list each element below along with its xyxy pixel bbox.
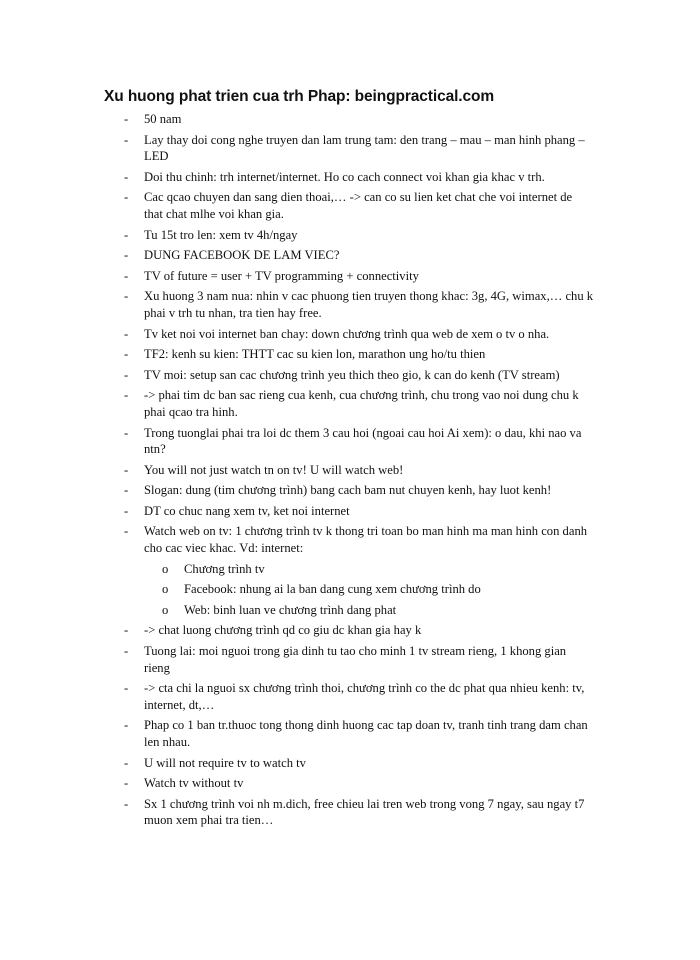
list-item <box>124 227 594 244</box>
list-item-text: Tv ket noi voi internet ban chay: down chương trình qua web de xem o tv o nha. <box>144 326 550 341</box>
list-item <box>124 247 594 264</box>
list-item <box>124 387 594 420</box>
bullet-list <box>124 111 594 833</box>
dash-bullet: - <box>124 776 129 791</box>
dash-bullet: - <box>124 796 129 811</box>
dash-bullet: - <box>124 132 129 147</box>
list-item-text: Trong tuonglai phai tra loi dc them 3 cau hoi (ngoai cau hoi Ai xem): o dau, khi nao va ntn? <box>144 425 582 457</box>
dash-bullet: - <box>124 644 129 659</box>
sub-list-item-text: Chương trình tv <box>184 561 265 576</box>
list-item <box>124 132 594 165</box>
dash-bullet: - <box>124 623 129 638</box>
sub-list-item-text: Facebook: nhung ai la ban dang cung xem chương trình do <box>184 582 481 597</box>
list-item <box>124 717 594 750</box>
list-item-text: DT co chuc nang xem tv, ket noi internet <box>144 503 350 518</box>
list-item <box>124 189 594 222</box>
dash-bullet: - <box>124 112 129 126</box>
list-item-text: -> cta chi la nguoi sx chương trình thoi, chương trình co the dc phat qua nhieu kenh: tv, internet, dt,… <box>144 681 585 712</box>
dash-bullet: - <box>124 462 129 477</box>
list-item <box>124 462 594 479</box>
list-item-text: TF2: kenh su kien: THTT cac su kien lon, marathon ung ho/tu thien <box>144 347 486 362</box>
list-item <box>124 523 594 618</box>
dash-bullet: - <box>124 326 129 341</box>
list-item-text: Sx 1 chương trình voi nh m.dich, free chieu lai tren web trong vong 7 ngay, sau ngay t7 muon xem phai tra tien… <box>144 796 585 828</box>
dash-bullet: - <box>124 169 129 184</box>
list-item-text: DUNG FACEBOOK DE LAM VIEC? <box>144 248 340 263</box>
list-item-text: Phap co 1 ban tr.thuoc tong thong dinh huong cac tap doan tv, tranh tinh trang dam chan len nhau. <box>144 718 588 749</box>
list-item-text: Tuong lai: moi nguoi trong gia dinh tu tao cho minh 1 tv stream rieng, 1 khong gian rieng <box>144 644 567 675</box>
list-item <box>124 796 594 829</box>
dash-bullet: - <box>124 388 129 403</box>
list-item-text: U will not require tv to watch tv <box>144 755 306 770</box>
list-item <box>124 346 594 363</box>
dash-bullet: - <box>124 268 129 283</box>
list-item <box>124 622 594 639</box>
sub-list-item <box>144 581 594 598</box>
sub-list <box>144 561 594 619</box>
list-item <box>124 643 594 676</box>
list-item-text: Cac qcao chuyen dan sang dien thoai,… -> can co su lien ket chat che voi internet de that chat mlhe voi khan gia. <box>144 190 573 221</box>
list-item <box>124 169 594 186</box>
dash-bullet: - <box>124 483 129 498</box>
list-item <box>124 268 594 285</box>
list-item-text: Watch web on tv: 1 chương trình tv k thong tri toan bo man hinh ma man hinh con danh cho cac viec khac. Vd: internet: <box>144 524 588 556</box>
list-item <box>124 326 594 343</box>
list-item-text: Watch tv without tv <box>144 776 244 791</box>
list-item-text: You will not just watch tn on tv! U will watch web! <box>144 462 404 477</box>
list-item <box>124 482 594 499</box>
dash-bullet: - <box>124 367 129 382</box>
list-item <box>124 111 594 128</box>
sub-list-item <box>144 561 594 578</box>
list-item <box>124 367 594 384</box>
list-item <box>124 425 594 458</box>
list-item-text: Slogan: dung (tim chương trình) bang cach bam nut chuyen kenh, hay luot kenh! <box>144 483 552 498</box>
list-item-text: -> chat luong chương trình qd co giu dc khan gia hay k <box>144 623 422 638</box>
dash-bullet: - <box>124 289 129 304</box>
list-item-text: TV of future = user + TV programming + connectivity <box>144 268 419 283</box>
circle-bullet: o <box>162 602 169 617</box>
list-item <box>124 775 594 792</box>
list-item <box>124 288 594 321</box>
sub-list-item <box>144 602 594 619</box>
document-title: Xu huong phat trien cua trh Phap: beingpractical.com <box>104 88 495 105</box>
list-item-text: 50 nam <box>144 112 182 126</box>
dash-bullet: - <box>124 425 129 440</box>
dash-bullet: - <box>124 524 129 539</box>
list-item-text: Tu 15t tro len: xem tv 4h/ngay <box>144 227 298 242</box>
dash-bullet: - <box>124 503 129 518</box>
dash-bullet: - <box>124 347 129 362</box>
dash-bullet: - <box>124 755 129 770</box>
list-item-text: Doi thu chinh: trh internet/internet. Ho co cach connect voi khan gia khac v trh. <box>144 169 545 184</box>
list-item-text: -> phai tim dc ban sac rieng cua kenh, cua chương trình, chu trong vao noi dung chu k phai qcao tra hinh. <box>144 388 579 419</box>
circle-bullet: o <box>162 582 169 597</box>
dash-bullet: - <box>124 718 129 733</box>
dash-bullet: - <box>124 227 129 242</box>
dash-bullet: - <box>124 681 129 696</box>
list-item-text: Xu huong 3 nam nua: nhin v cac phuong tien truyen thong khac: 3g, 4G, wimax,… chu k phai v trh tu nhan, tra tien hay free. <box>144 289 594 320</box>
list-item <box>124 503 594 520</box>
circle-bullet: o <box>162 561 169 576</box>
list-item <box>124 755 594 772</box>
sub-list-item-text: Web: binh luan ve chương trình dang phat <box>184 602 397 617</box>
list-item-text: Lay thay doi cong nghe truyen dan lam trung tam: den trang – mau – man hinh phang – LED <box>144 132 585 164</box>
list-item <box>124 680 594 713</box>
dash-bullet: - <box>124 248 129 263</box>
dash-bullet: - <box>124 190 129 205</box>
list-item-text: TV moi: setup san cac chương trình yeu thich theo gio, k can do kenh (TV stream) <box>144 367 560 382</box>
